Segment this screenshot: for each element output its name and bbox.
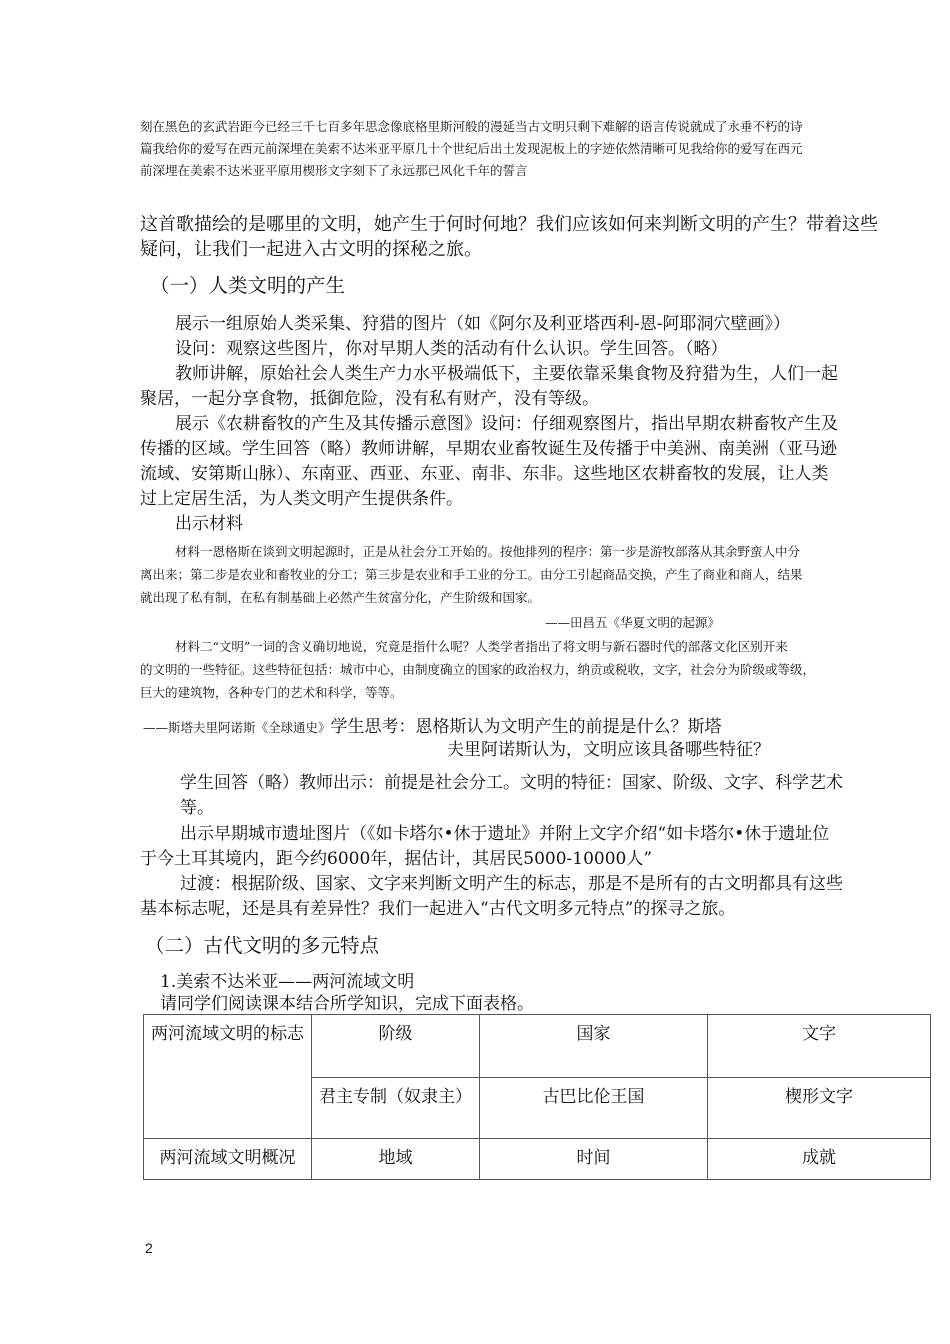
material-two-source: ——斯塔夫里阿诺斯《全球通史》 bbox=[143, 720, 331, 735]
text-line: 材料二“文明”一词的含义确切地说，究竟是指什么呢？人类学者指出了将文明与新石器时代的部落文化区别开来 bbox=[175, 639, 788, 654]
intro-paragraph bbox=[140, 212, 930, 262]
text-line: 教师讲解，原始社会人类生产力水平极端低下，主要依靠采集食物及狩猎为生，人们一起 bbox=[175, 364, 838, 384]
material-two bbox=[140, 635, 935, 704]
table-row bbox=[144, 1139, 931, 1180]
text-line: 的文明的一些特征。这些特征包括：城市中心，由制度确立的国家的政治权力，纳贡或税收，文字，社会分为阶级或等级， bbox=[140, 662, 816, 677]
table-header-cell: 国家 bbox=[480, 1015, 708, 1078]
table-cell: 君主专制（奴隶主） bbox=[312, 1078, 480, 1139]
text-line: 过上定居生活，为人类文明产生提供条件。 bbox=[140, 489, 463, 509]
table-cell: 古巴比伦王国 bbox=[480, 1078, 708, 1139]
table-row bbox=[144, 1015, 931, 1078]
text-line: 学生回答（略）教师出示：前提是社会分工。文明的特征：国家、阶级、文字、科学艺术 bbox=[180, 773, 843, 793]
text-line: 过渡：根据阶级、国家、文字来判断文明产生的标志，那是不是所有的古文明都具有这些 bbox=[180, 874, 843, 894]
table-row-label: 两河流域文明的标志 bbox=[144, 1015, 312, 1139]
table-header-cell: 文字 bbox=[708, 1015, 931, 1078]
table-header-cell: 时间 bbox=[480, 1139, 708, 1180]
text-line: 离出来；第二步是农业和畜牧业的分工；第三步是农业和手工业的分工。由分工引起商品交换，产生了商业和商人，结果 bbox=[140, 567, 803, 582]
paragraph-site bbox=[140, 822, 930, 872]
text-line: 展示《农耕畜牧的产生及其传播示意图》设问：仔细观察图片，指出早期农耕畜牧产生及 bbox=[175, 414, 838, 434]
section-heading-1: （一）人类文明的产生 bbox=[150, 274, 346, 297]
student-question: 学生思考：恩格斯认为文明产生的前提是什么？斯塔 bbox=[330, 717, 722, 737]
text-line: 于今土耳其境内，距今约6000年，据估计，其居民5000-10000人” bbox=[140, 849, 653, 869]
paragraph-show-images bbox=[175, 312, 950, 362]
text-line: 展示一组原始人类采集、狩猎的图片（如《阿尔及利亚塔西利-恩-阿耶洞穴壁画》） bbox=[175, 314, 790, 334]
paragraph-teacher-explain bbox=[140, 362, 930, 412]
table-header-cell: 成就 bbox=[708, 1139, 931, 1180]
text-line: 传播的区域。学生回答（略）教师讲解，早期农业畜牧诞生及传播于中美洲、南美洲（亚马逊 bbox=[140, 439, 837, 459]
table-instruction: 请同学们阅读课本结合所学知识，完成下面表格。 bbox=[160, 994, 534, 1014]
text-line: 设问：观察这些图片，你对早期人类的活动有什么认识。学生回答。（略） bbox=[175, 339, 728, 359]
paragraph-answer bbox=[180, 771, 940, 821]
text-line: 基本标志呢，还是具有差异性？我们一起进入“古代文明多元特点”的探寻之旅。 bbox=[140, 899, 736, 919]
table-row-label: 两河流域文明概况 bbox=[144, 1139, 312, 1180]
mesopotamia-table bbox=[143, 1014, 931, 1180]
lyrics-line: 前深埋在美索不达米亚平原用楔形文字刻下了永远那已风化千年的誓言 bbox=[140, 163, 528, 178]
text-line: 聚居，一起分享食物，抵御危险，没有私有财产，没有等级。 bbox=[140, 389, 599, 409]
student-question-cont: 夫里阿诺斯认为，文明应该具备哪些特征？ bbox=[447, 740, 770, 760]
paragraph-farming bbox=[140, 412, 930, 512]
text-line: 等。 bbox=[180, 798, 214, 818]
table-header-cell: 阶级 bbox=[312, 1015, 480, 1078]
text-line: 流域、安第斯山脉）、东南亚、西亚、东亚、南非、东非。这些地区农耕畜牧的发展，让人类 bbox=[140, 464, 829, 484]
section-heading-2: （二）古代文明的多元特点 bbox=[145, 934, 380, 957]
paragraph-transition bbox=[140, 872, 930, 922]
intro-line: 这首歌描绘的是哪里的文明，她产生于何时何地？我们应该如何来判断文明的产生？带着这些 bbox=[140, 214, 878, 235]
subsection-mesopotamia: 1.美索不达米亚——两河流域文明 bbox=[160, 972, 415, 992]
song-lyrics bbox=[140, 116, 930, 182]
text-line: 巨大的建筑物，各种专门的艺术和科学，等等。 bbox=[140, 685, 403, 700]
text-line: 就出现了私有制，在私有制基础上必然产生贫富分化，产生阶级和国家。 bbox=[140, 590, 541, 605]
text-line: 出示早期城市遗址图片（《如卡塔尔•休于遗址》并附上文字介绍“如卡塔尔•休于遗址位 bbox=[180, 824, 830, 844]
page-number: 2 bbox=[145, 1240, 153, 1256]
text-line: 材料一恩格斯在谈到文明起源时，正是从社会分工开始的。按他排列的程序：第一步是游牧部落从其余野蛮人中分 bbox=[175, 544, 801, 559]
lyrics-line: 篇我给你的爱写在西元前深埋在美索不达米亚平原几十个世纪后出土发现泥板上的字迹依然清晰可见我给你的爱写在西元 bbox=[140, 141, 803, 156]
material-one bbox=[140, 540, 935, 609]
material-one-source: ——田昌五《华夏文明的起源》 bbox=[545, 615, 721, 630]
lyrics-line: 刻在黑色的玄武岩距今已经三千七百多年思念像底格里斯河般的漫延当古文明只剩下难解的语言传说就成了永垂不朽的诗 bbox=[140, 119, 803, 134]
table-header-cell: 地域 bbox=[312, 1139, 480, 1180]
intro-line: 疑问，让我们一起进入古文明的探秘之旅。 bbox=[140, 239, 482, 260]
show-material-label: 出示材料 bbox=[175, 514, 243, 534]
table-cell: 楔形文字 bbox=[708, 1078, 931, 1139]
